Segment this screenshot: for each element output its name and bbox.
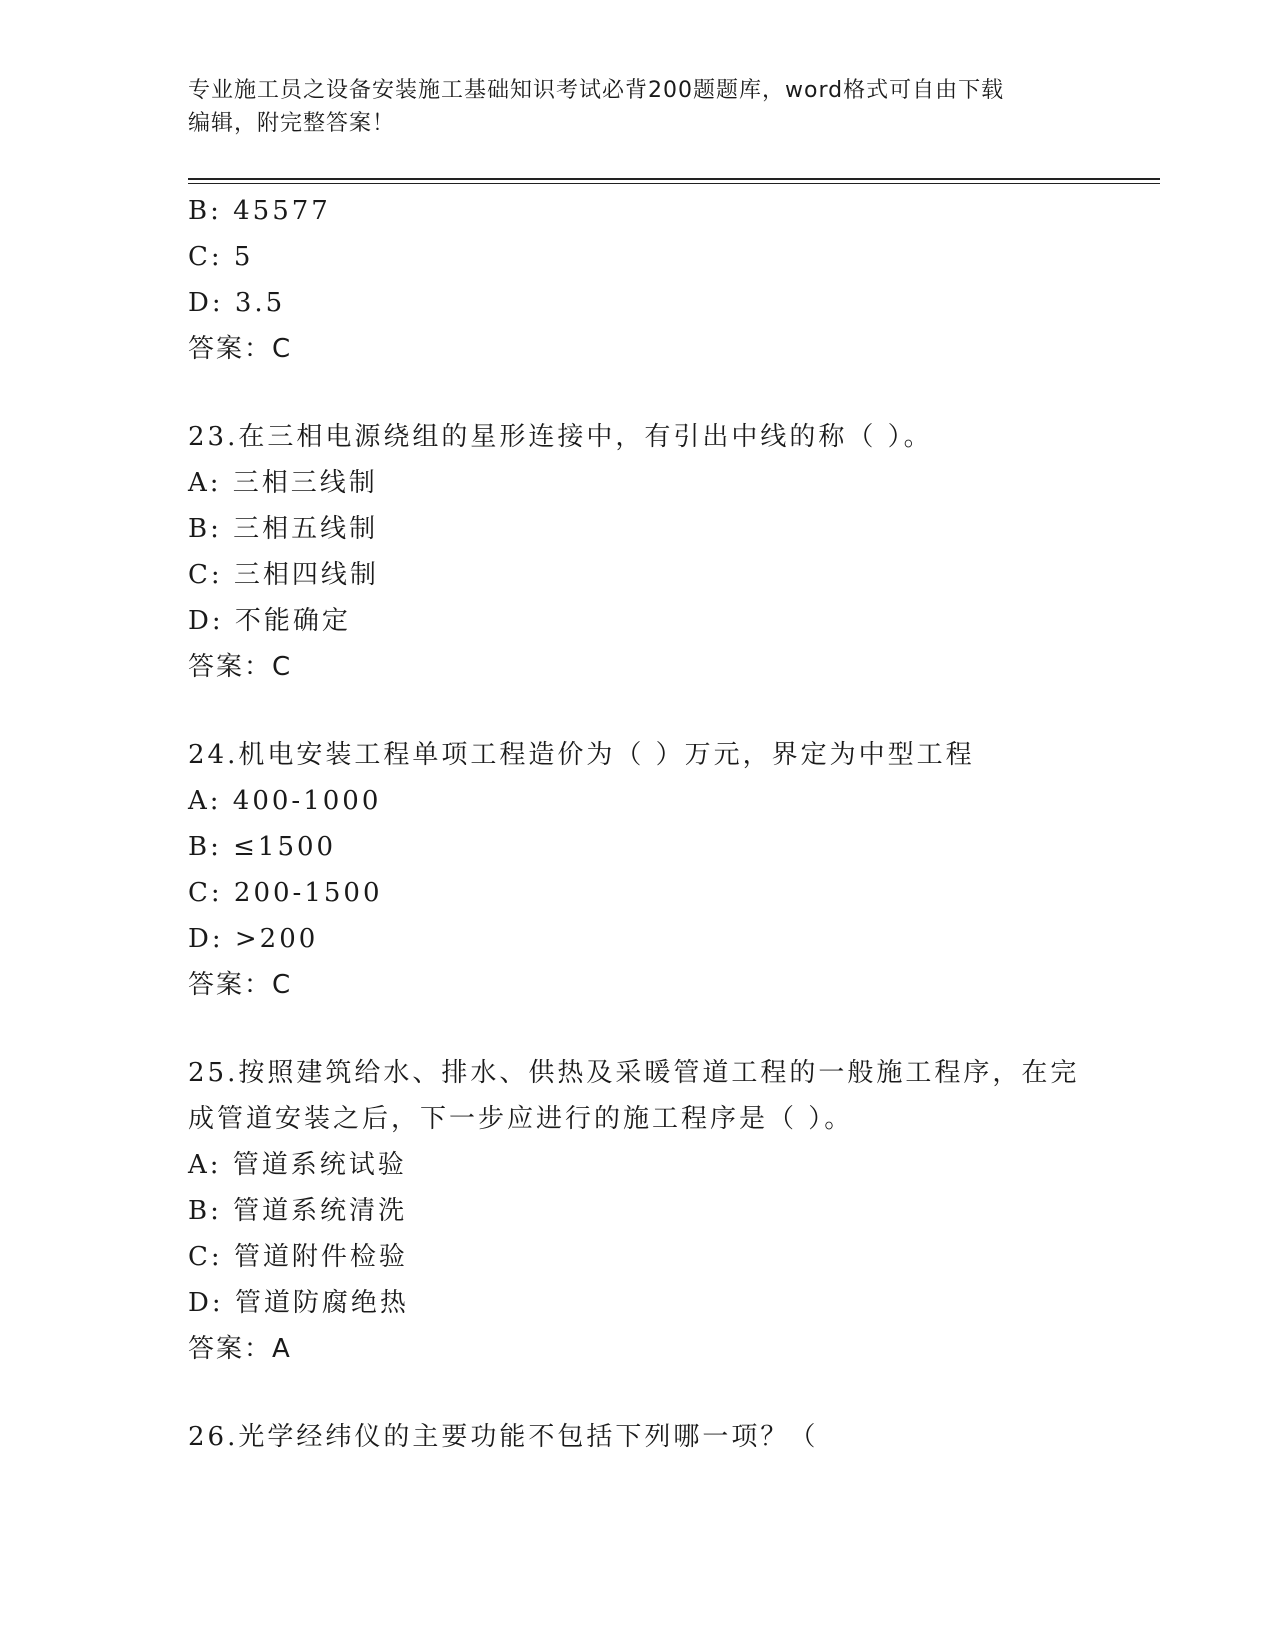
header-rule-thick	[188, 178, 1160, 180]
option-b: B: 管道系统清洗	[188, 1196, 408, 1226]
option-b: B: ≤1500	[188, 832, 337, 862]
question-stem: 23.在三相电源绕组的星形连接中，有引出中线的称（ ）。	[188, 422, 933, 452]
document-header	[188, 74, 1068, 140]
option-b: B: 45577	[188, 196, 331, 226]
spacer	[188, 1008, 1148, 1050]
option-d: D: 3.5	[188, 288, 286, 318]
spacer	[188, 690, 1148, 732]
answer-line: 答案：C	[188, 334, 293, 364]
answer-line: 答案：C	[188, 970, 293, 1000]
option-c: C: 5	[188, 242, 254, 272]
option-d: D: >200	[188, 924, 319, 954]
question-stem: 26.光学经纬仪的主要功能不包括下列哪一项？（	[188, 1422, 819, 1452]
spacer	[188, 1372, 1148, 1414]
spacer	[188, 372, 1148, 414]
option-d: D: 不能确定	[188, 606, 351, 636]
question-stem-line-2: 成管道安装之后，下一步应进行的施工程序是（ ）。	[188, 1104, 854, 1134]
header-line-2: 编辑，附完整答案！	[188, 111, 396, 136]
header-rule-thin	[188, 183, 1160, 184]
option-b: B: 三相五线制	[188, 514, 379, 544]
option-a: A: 管道系统试验	[188, 1150, 407, 1180]
header-line-1: 专业施工员之设备安装施工基础知识考试必背200题题库，word格式可自由下载	[188, 78, 1005, 103]
question-stem: 24.机电安装工程单项工程造价为（ ）万元，界定为中型工程	[188, 740, 975, 770]
answer-line: 答案：A	[188, 1334, 292, 1364]
option-c: C: 200-1500	[188, 878, 383, 908]
option-d: D: 管道防腐绝热	[188, 1288, 409, 1318]
option-c: C: 管道附件检验	[188, 1242, 408, 1272]
question-stem-line-1: 25.按照建筑给水、排水、供热及采暖管道工程的一般施工程序，在完	[188, 1058, 1080, 1088]
option-a: A: 三相三线制	[188, 468, 378, 498]
question-list	[188, 188, 1148, 1460]
question-26	[188, 1414, 1148, 1460]
question-22-tail	[188, 188, 1148, 372]
question-23	[188, 414, 1148, 690]
option-c: C: 三相四线制	[188, 560, 379, 590]
option-a: A: 400-1000	[188, 786, 382, 816]
answer-line: 答案：C	[188, 652, 293, 682]
question-24	[188, 732, 1148, 1008]
question-25	[188, 1050, 1148, 1372]
